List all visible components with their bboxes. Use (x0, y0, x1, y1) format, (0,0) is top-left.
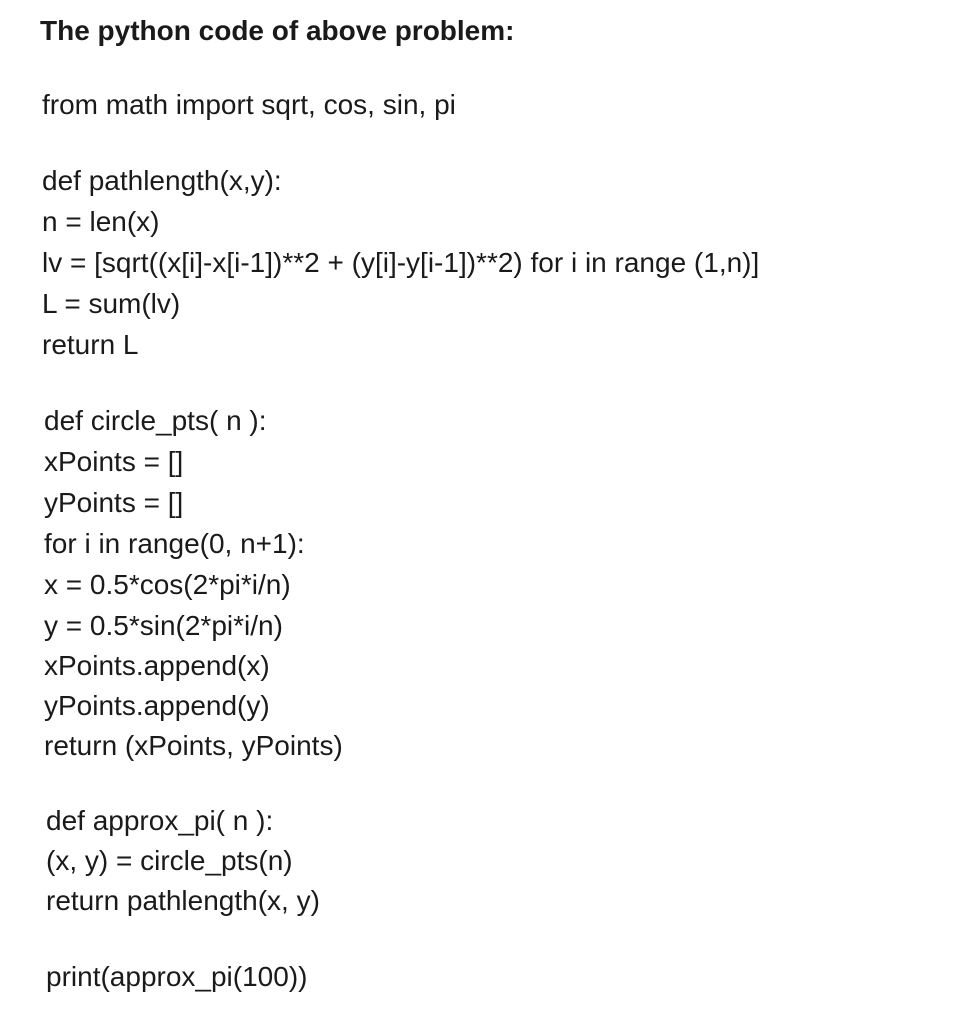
code-line: x = 0.5*cos(2*pi*i/n) (44, 569, 291, 600)
document-heading: The python code of above problem: (40, 15, 515, 46)
code-line: (x, y) = circle_pts(n) (46, 845, 293, 876)
code-line: yPoints = [] (44, 487, 184, 518)
code-line-def-pathlength: def pathlength(x,y): (42, 165, 282, 196)
code-line: return L (42, 329, 139, 360)
code-line: for i in range(0, n+1): (44, 528, 305, 559)
code-line: xPoints.append(x) (44, 650, 270, 681)
code-line-def-approx-pi: def approx_pi( n ): (46, 805, 274, 836)
code-line: L = sum(lv) (42, 288, 181, 319)
code-line-def-circle-pts: def circle_pts( n ): (44, 405, 267, 436)
code-line: return pathlength(x, y) (46, 885, 320, 916)
code-line: yPoints.append(y) (44, 690, 270, 721)
code-line: lv = [sqrt((x[i]-x[i-1])**2 + (y[i]-y[i-1])**2) for i in range (1,n)] (42, 247, 760, 278)
code-line-import: from math import sqrt, cos, sin, pi (42, 89, 456, 120)
code-line: n = len(x) (42, 206, 160, 237)
code-line-print: print(approx_pi(100)) (46, 961, 308, 992)
code-line: y = 0.5*sin(2*pi*i/n) (44, 610, 283, 641)
code-line: return (xPoints, yPoints) (44, 730, 343, 761)
code-line: xPoints = [] (44, 446, 184, 477)
